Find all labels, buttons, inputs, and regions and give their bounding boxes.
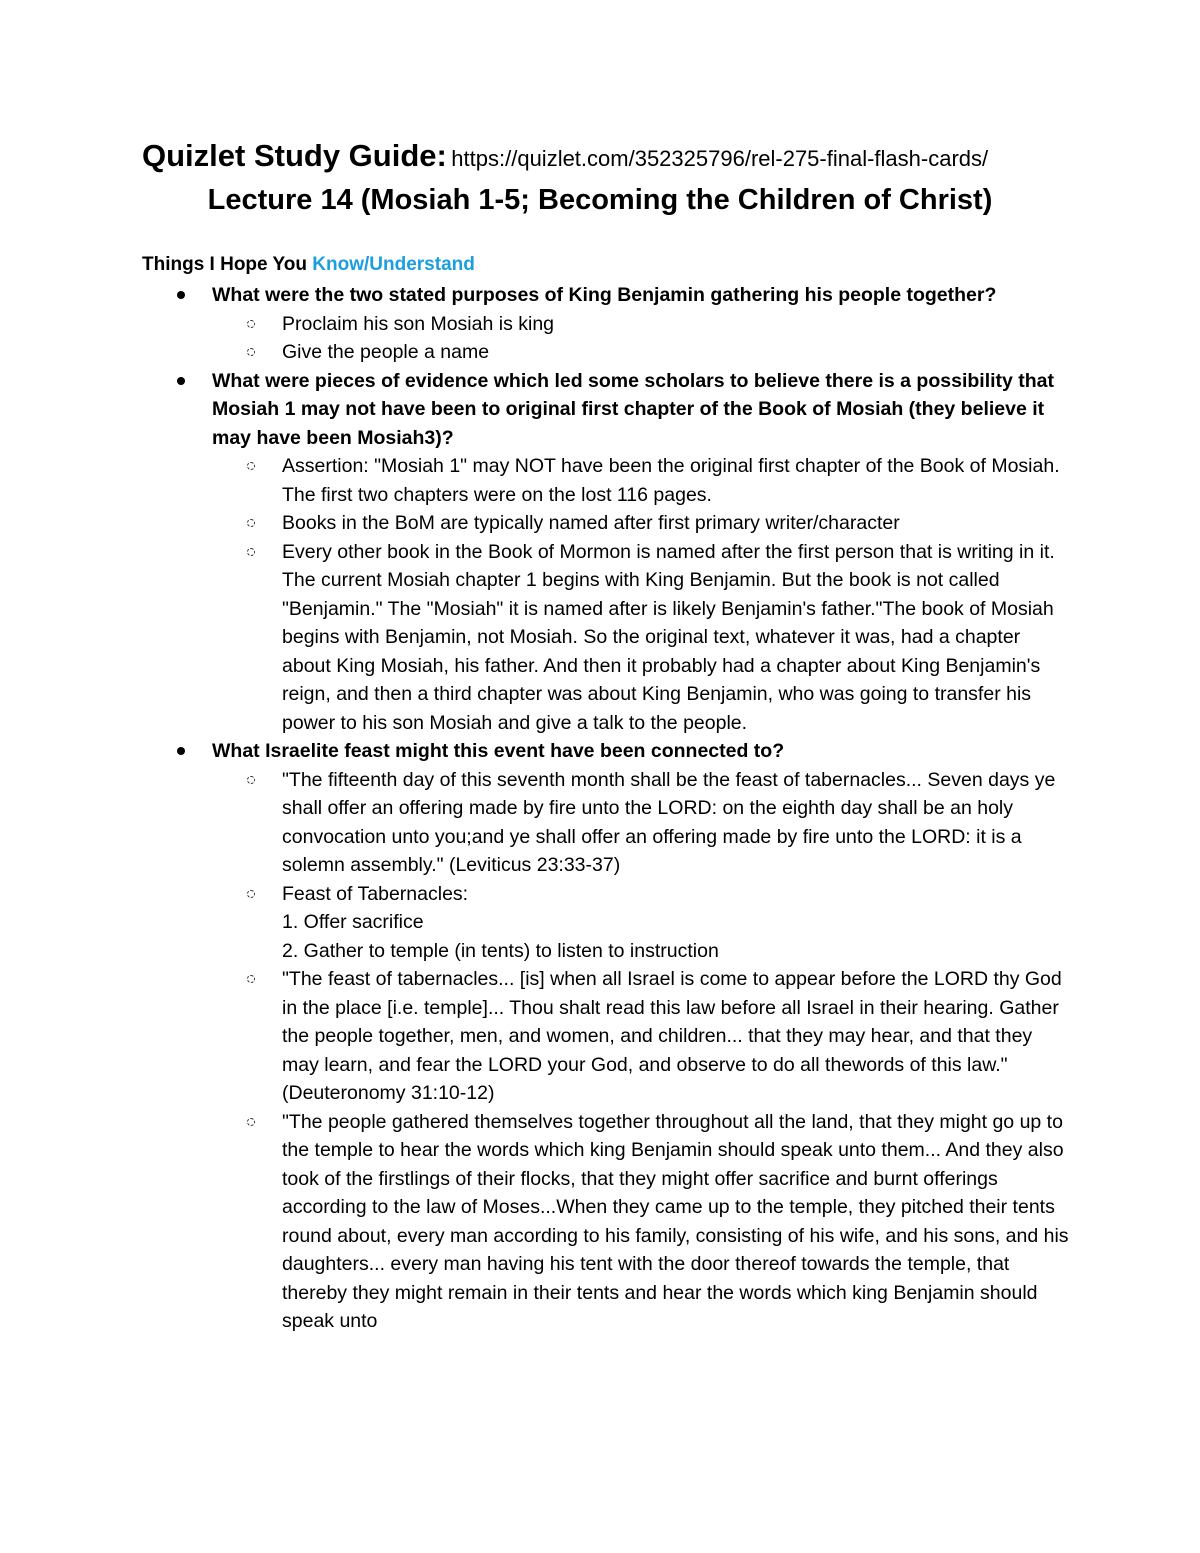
answer-item	[212, 880, 1072, 966]
answer-text: Give the people a name	[282, 341, 490, 363]
answer-text: Proclaim his son Mosiah is king	[282, 312, 555, 335]
question-text: What were pieces of evidence which led some scholars to believe there is a possibility that Mosiah 1 may not have been to original first chapter of the Book of Mosiah (they believe it may have been Mosiah3)?	[212, 369, 1055, 449]
answer-text: "The fifteenth day of this seventh month shall be the feast of tabernacles... Seven days ye shall offer an offering made by fire unto the LORD: on the eighth day shall be an holy convocation unto you;and ye shall offer an offering made by fire unto the LORD: it is a solemn assembly." (Leviticus 23:33-37)	[282, 768, 1056, 876]
answer-list	[212, 452, 1072, 737]
sub-bullet-icon	[247, 519, 255, 527]
answer-item	[212, 965, 1072, 1108]
answer-list	[212, 310, 1072, 367]
bullet-icon	[177, 747, 185, 755]
answer-text: Every other book in the Book of Mormon is named after the first person that is writing in it. The current Mosiah chapter 1 begins with King Benjamin. But the book is not called "Benjamin." The "Mosiah" it is named after is likely Benjamin's father."The book of Mosiah begins with Benjamin, not Mosiah. So the original text, whatever it was, had a chapter about King Mosiah, his father. And then it probably had a chapter about King Benjamin's reign, and then a third chapter was about King Benjamin, who was going to transfer his power to his son Mosiah and give a talk to the people.	[282, 540, 1055, 734]
answer-item	[212, 538, 1072, 738]
answer-item	[212, 310, 1072, 339]
section-heading-prefix: Things I Hope You	[142, 254, 313, 275]
sub-bullet-icon	[247, 320, 255, 328]
section-heading-accent: Know/Understand	[312, 254, 475, 275]
sub-bullet-icon	[247, 975, 255, 983]
sub-bullet-icon	[247, 548, 255, 556]
bullet-icon	[177, 377, 185, 385]
section-heading	[142, 254, 475, 276]
answer-text: Feast of Tabernacles: 1. Offer sacrifice 2. Gather to temple (in tents) to listen to instruction	[282, 882, 719, 962]
answer-text: "The people gathered themselves together throughout all the land, that they might go up to the temple to hear the words which king Benjamin should speak unto them... And they also took of the firstlings of their flocks, that they might offer sacrifice and burnt offerings according to the law of Moses...When they came up to the temple, they pitched their tents round about, every man according to his family, consisting of his wife, and his sons, and his daughters... every man having his tent with the door thereof towards the temple, that thereby they might remain in their tents and hear the words which king Benjamin should speak unto	[282, 1110, 1069, 1332]
document-title	[142, 138, 988, 174]
question-text: What were the two stated purposes of King Benjamin gathering his people together?	[212, 284, 997, 306]
question-text: What Israelite feast might this event have been connected to?	[212, 740, 785, 762]
sub-bullet-icon	[247, 348, 255, 356]
answer-list	[212, 766, 1072, 1336]
lecture-title: Lecture 14 (Mosiah 1-5; Becoming the Children of Christ)	[207, 184, 993, 216]
answer-item	[212, 509, 1072, 538]
sub-bullet-icon	[247, 890, 255, 898]
question-list	[142, 281, 1072, 1336]
question-item	[142, 367, 1072, 738]
answer-item	[212, 338, 1072, 367]
answer-text: "The feast of tabernacles... [is] when all Israel is come to appear before the LORD thy God in the place [i.e. temple]... Thou shalt read this law before all Israel in their hearing. Gather the people together, men, and women, and children... that they may hear, and that they may learn, and fear the LORD your God, and observe to do all thewords of this law." (Deuteronomy 31:10-12)	[282, 968, 1062, 1104]
quizlet-link[interactable]: https://quizlet.com/352325796/rel-275-final-flash-cards/	[451, 146, 989, 171]
bullet-icon	[177, 291, 185, 299]
question-list-container	[142, 281, 1072, 1336]
answer-item	[212, 1108, 1072, 1336]
answer-item	[212, 452, 1072, 509]
sub-bullet-icon	[247, 776, 255, 784]
answer-text: Books in the BoM are typically named after first primary writer/character	[282, 512, 900, 534]
sub-bullet-icon	[247, 1118, 255, 1126]
sub-bullet-icon	[247, 462, 255, 470]
answer-text: Assertion: "Mosiah 1" may NOT have been the original first chapter of the Book of Mosiah. The first two chapters were on the lost 116 pages.	[282, 455, 1060, 506]
question-item	[142, 281, 1072, 367]
answer-item	[212, 766, 1072, 880]
question-item	[142, 737, 1072, 1336]
title-label: Quizlet Study Guide:	[142, 138, 447, 173]
